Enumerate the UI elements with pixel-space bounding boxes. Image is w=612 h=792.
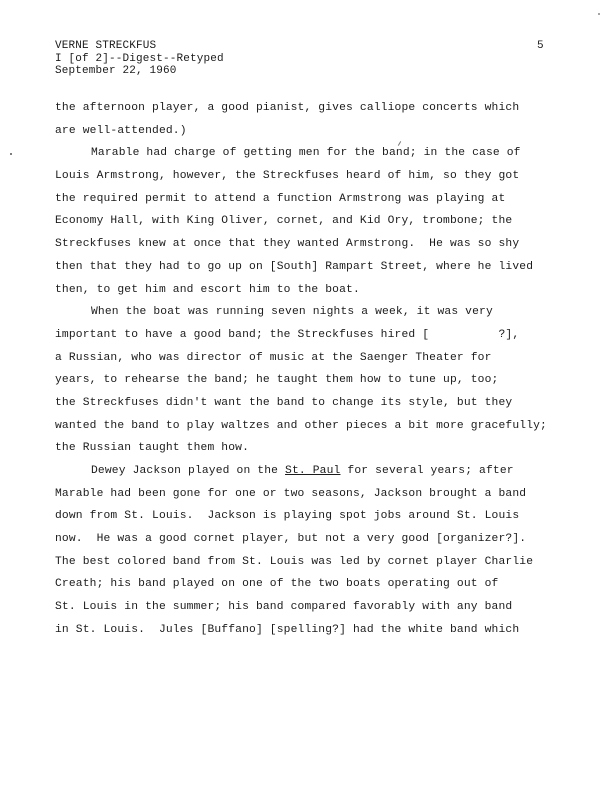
text-line: a Russian, who was director of music at the Saenger Theater for — [55, 351, 492, 364]
paragraph-start-line: Marable had charge of getting men for the band; in the case of — [91, 147, 521, 160]
text-line: down from St. Louis. Jackson is playing spot jobs around St. Louis — [55, 510, 520, 523]
text-line: The best colored band from St. Louis was led by cornet player Charlie — [55, 555, 534, 568]
text-line: the required permit to attend a function Armstrong was playing at — [55, 192, 506, 205]
text-line: wanted the band to play waltzes and other pieces a bit more gracefully; — [55, 419, 547, 432]
text-line: then, to get him and escort him to the boat. — [55, 283, 360, 296]
text-line: St. Louis in the summer; his band compared favorably with any band — [55, 601, 513, 614]
scan-mark — [10, 153, 12, 155]
text-line: are well-attended.) — [55, 124, 187, 137]
text-line: the afternoon player, a good pianist, gives calliope concerts which — [55, 102, 520, 114]
text-segment: Dewey Jackson played on the — [91, 465, 286, 477]
text-line: Streckfuses knew at once that they wanted Armstrong. He was so shy — [55, 238, 520, 251]
page-number: 5 — [537, 40, 544, 52]
text-line: the Streckfuses didn't want the band to change its style, but they — [55, 396, 513, 409]
boat-name-underlined: St. Paul — [285, 465, 341, 477]
text-line: now. He was a good cornet player, but not a very good [organizer?]. — [55, 533, 527, 546]
paragraph-start-line: When the boat was running seven nights a week, it was very — [91, 306, 493, 319]
header-date: September 22, 1960 — [55, 65, 177, 77]
header-interview-info: I [of 2]--Digest--Retyped — [55, 52, 224, 65]
text-line: Marable had been gone for one or two seasons, Jackson brought a band — [55, 487, 527, 500]
text-line: Louis Armstrong, however, the Streckfuses heard of him, so they got — [55, 170, 520, 183]
header-name: VERNE STRECKFUS — [55, 40, 157, 52]
text-line: Economy Hall, with King Oliver, cornet, and Kid Ory, trombone; the — [55, 215, 513, 228]
body-text — [55, 100, 575, 645]
text-line: in St. Louis. Jules [Buffano] [spelling?] had the white band which — [55, 623, 520, 636]
text-line: Creath; his band played on one of the two boats operating out of — [55, 578, 499, 591]
scan-mark — [598, 13, 600, 15]
text-line: the Russian taught them how. — [55, 442, 250, 455]
text-segment: for several years; after — [340, 465, 514, 477]
paragraph-start-line — [55, 463, 575, 486]
text-line: then that they had to go up on [South] Rampart Street, where he lived — [55, 260, 534, 273]
document-header — [55, 40, 224, 78]
text-line: years, to rehearse the band; he taught them how to tune up, too; — [55, 374, 499, 387]
text-line: important to have a good band; the Streckfuses hired [ ?], — [55, 328, 520, 341]
